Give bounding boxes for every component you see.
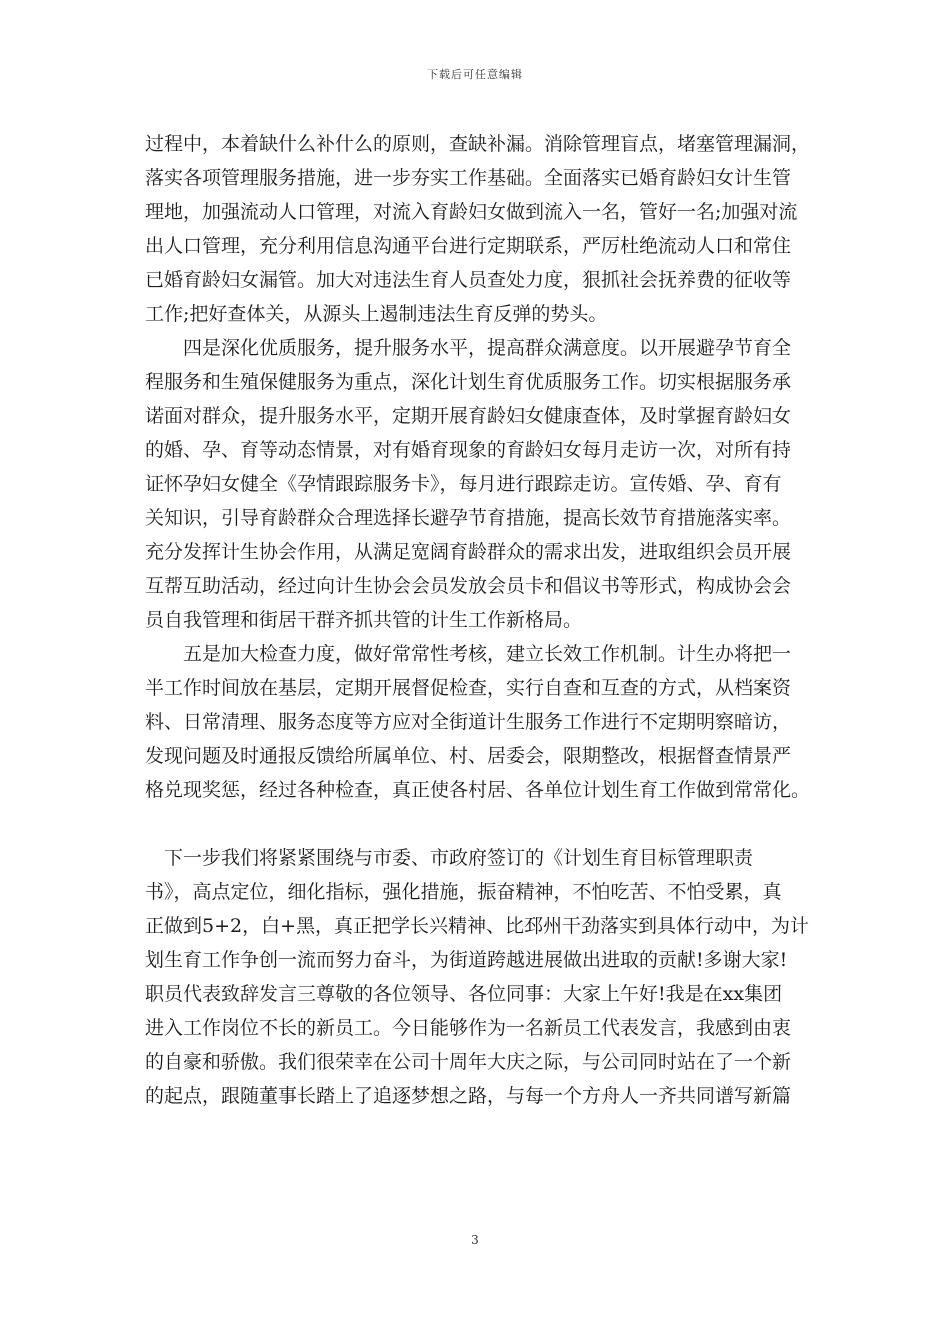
text-line: 的婚、孕、育等动态情景，对有婚育现象的育龄妇女每月走访一次，对所有持 — [145, 439, 792, 461]
text-line: 落实各项管理服务措施，进一步夯实工作基础。全面落实已婚育龄妇女计生管 — [145, 167, 792, 189]
text-line: 证怀孕妇女健全《孕情跟踪服务卡》，每月进行跟踪走访。宣传婚、孕、育有 — [145, 473, 782, 495]
text-line: 五是加大检查力度，做好常常性考核，建立长效工作机制。计生办将把一 — [145, 643, 792, 665]
text-line: 下一步我们将紧紧围绕与市委、市政府签订的《计划生育目标管理职责 — [145, 847, 754, 869]
text-line: 互帮互助活动，经过向计生协会会员发放会员卡和倡议书等形式，构成协会会 — [145, 575, 792, 597]
text-line: 的自豪和骄傲。我们很荣幸在公司十周年大庆之际，与公司同时站在了一个新 — [145, 1051, 792, 1073]
text-line: 程服务和生殖保健服务为重点，深化计划生育优质服务工作。切实根据服务承 — [145, 371, 792, 393]
text-line: 员自我管理和街居干群齐抓共管的计生工作新格局。 — [145, 609, 583, 631]
text-line: 关知识，引导育龄群众合理选择长避孕节育措施，提高长效节育措施落实率。 — [145, 507, 792, 529]
paragraph-gap — [145, 807, 810, 841]
text-line: 进入工作岗位不长的新员工。今日能够作为一名新员工代表发言，我感到由衷 — [145, 1017, 792, 1039]
text-line: 正做到5+2，白+黑，真正把学长兴精神、比邳州干劲落实到具体行动中，为计 — [145, 915, 810, 937]
page-header: 下载后可任意编辑 — [427, 68, 523, 81]
text-line: 四是深化优质服务，提升服务水平，提高群众满意度。以开展避孕节育全 — [145, 337, 792, 359]
document-body — [145, 127, 810, 1113]
text-line: 出人口管理，充分利用信息沟通平台进行定期联系，严厉杜绝流动人口和常住 — [145, 235, 792, 257]
text-line: 半工作时间放在基层，定期开展督促检查，实行自查和互查的方式，从档案资 — [145, 677, 792, 699]
text-line: 理地，加强流动人口管理，对流入育龄妇女做到流入一名，管好一名;加强对流 — [145, 201, 798, 223]
text-line: 书》，高点定位，细化指标，强化措施，振奋精神，不怕吃苦、不怕受累，真 — [145, 881, 782, 903]
text-line: 工作;把好查体关，从源头上遏制违法生育反弹的势头。 — [145, 303, 608, 325]
text-line: 的起点，跟随董事长踏上了追逐梦想之路，与每一个方舟人一齐共同谱写新篇 — [145, 1085, 792, 1107]
page-number: 3 — [471, 1233, 479, 1247]
text-line: 划生育工作争创一流而努力奋斗，为街道跨越进展做出进取的贡献!多谢大家! — [145, 949, 788, 971]
text-line: 过程中，本着缺什么补什么的原则，查缺补漏。消除管理盲点，堵塞管理漏洞， — [145, 133, 810, 155]
text-line: 充分发挥计生协会作用，从满足宽阔育龄群众的需求出发，进取组织会员开展 — [145, 541, 792, 563]
text-line: 发现问题及时通报反馈给所属单位、村、居委会，限期整改，根据督查情景严 — [145, 745, 792, 767]
text-line: 职员代表致辞发言三尊敬的各位领导、各位同事：大家上午好!我是在xx集团 — [145, 983, 783, 1005]
text-line: 料、日常清理、服务态度等方应对全街道计生服务工作进行不定期明察暗访， — [145, 711, 792, 733]
text-line: 已婚育龄妇女漏管。加大对违法生育人员查处力度，狠抓社会抚养费的征收等 — [145, 269, 792, 291]
text-line: 格兑现奖惩，经过各种检查，真正使各村居、各单位计划生育工作做到常常化。 — [145, 779, 810, 801]
text-line: 诺面对群众，提升服务水平，定期开展育龄妇女健康查体，及时掌握育龄妇女 — [145, 405, 792, 427]
